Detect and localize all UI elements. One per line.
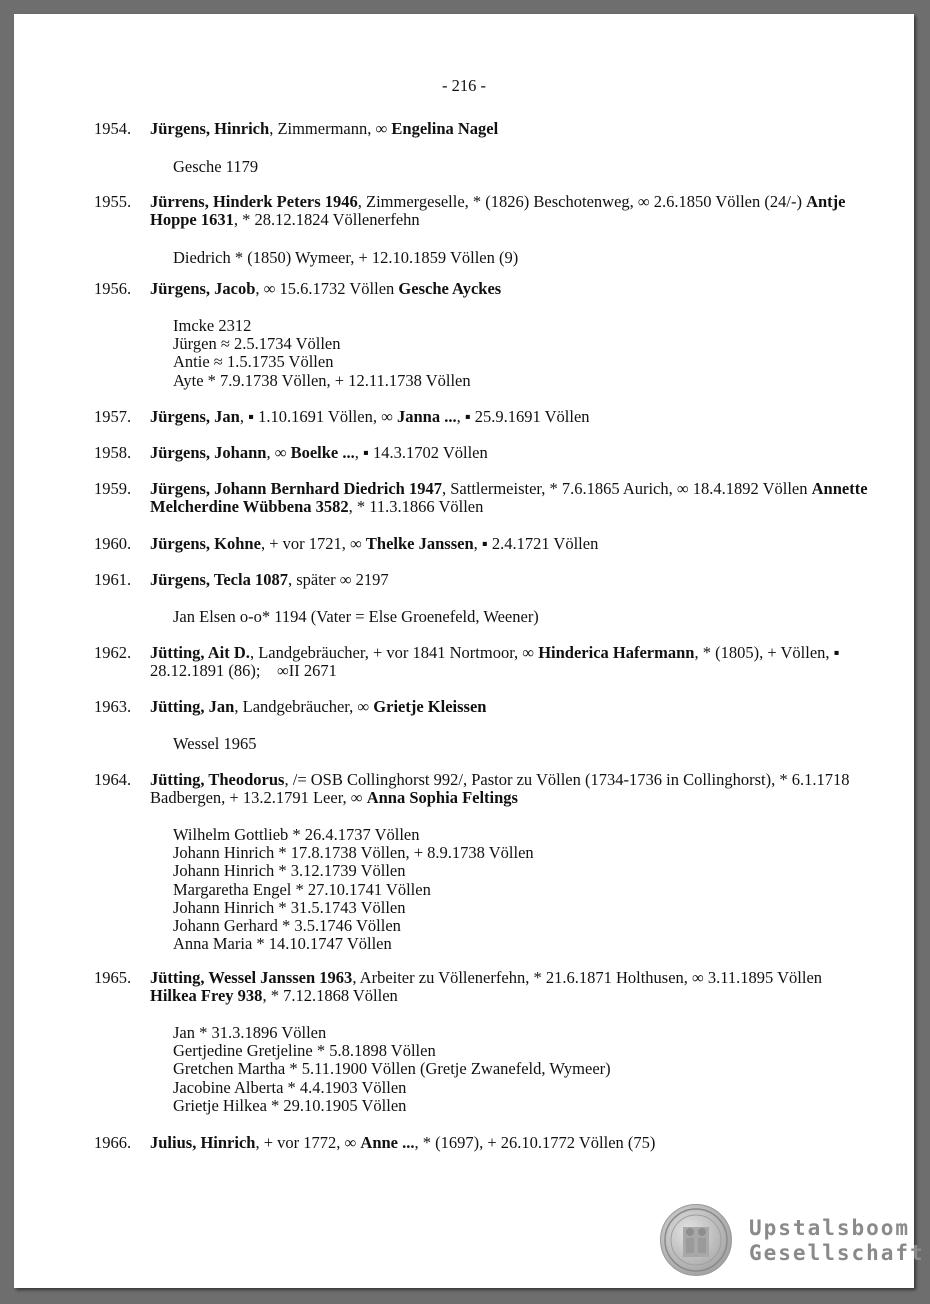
entry-number: 1965.	[94, 968, 132, 987]
child-item: Johann Hinrich * 17.8.1738 Völlen, + 8.9.1738 Völlen	[173, 843, 534, 863]
child-item: Wilhelm Gottlieb * 26.4.1737 Völlen	[173, 825, 420, 844]
entry-number: 1966.	[94, 1133, 132, 1152]
children-list	[173, 735, 853, 753]
entry-heading: Jütting, Theodorus, /= OSB Collinghorst 992/, Pastor zu Völlen (1734-1736 in Collinghorst), * 6.1.1718 Badbergen, + 13.2.1791 Leer, ∞ Anna Sophia Feltings	[150, 770, 850, 807]
entry-number: 1959.	[94, 479, 132, 498]
entry-number: 1958.	[94, 443, 132, 462]
brand-line-1: Upstalsboom	[749, 1216, 911, 1240]
child-item: Diedrich * (1850) Wymeer, + 12.10.1859 Völlen (9)	[173, 248, 519, 267]
document-page	[14, 14, 925, 1288]
child-item: Antie ≈ 1.5.1735 Völlen	[173, 352, 334, 372]
children-list	[173, 608, 853, 626]
entry-number: 1960.	[94, 534, 132, 553]
entry-number: 1963.	[94, 697, 132, 716]
child-item: Johann Hinrich * 3.12.1739 Völlen	[173, 861, 406, 881]
children-list	[173, 826, 853, 953]
entry-number: 1956.	[94, 279, 132, 298]
child-item: Anna Maria * 14.10.1747 Völlen	[173, 934, 392, 954]
entry-number: 1957.	[94, 407, 132, 426]
children-list	[173, 1024, 853, 1115]
child-item: Grietje Hilkea * 29.10.1905 Völlen	[173, 1095, 407, 1115]
entry-heading: Jütting, Wessel Janssen 1963, Arbeiter zu Völlenerfehn, * 21.6.1871 Holthusen, ∞ 3.11.1895 Völlen Hilkea Frey 938, * 7.12.1868 Völlen	[150, 968, 823, 1005]
entry-heading: Jürgens, Jan, ▪ 1.10.1691 Völlen, ∞ Janna ..., ▪ 25.9.1691 Völlen	[150, 407, 590, 426]
entry-heading: Jürgens, Johann Bernhard Diedrich 1947, Sattlermeister, * 7.6.1865 Aurich, ∞ 18.4.1892 Völlen Annette Melcherdine Wübbena 3582, * 11.3.1866 Völlen	[150, 479, 868, 516]
entry-heading: Jütting, Jan, Landgebräucher, ∞ Grietje Kleissen	[150, 697, 487, 716]
child-item: Ayte * 7.9.1738 Völlen, + 12.11.1738 Völlen	[173, 370, 471, 390]
entry-heading: Jürrens, Hinderk Peters 1946, Zimmergeselle, * (1826) Beschotenweg, ∞ 2.6.1850 Völlen (24/-) Antje Hoppe 1631, * 28.12.1824 Völlenerfehn	[150, 192, 846, 229]
child-item: Jacobine Alberta * 4.4.1903 Völlen	[173, 1077, 407, 1097]
page-number: - 216 -	[442, 76, 486, 95]
children-list	[173, 158, 853, 176]
entry-number: 1964.	[94, 770, 132, 789]
entry-heading: Julius, Hinrich, + vor 1772, ∞ Anne ..., * (1697), + 26.10.1772 Völlen (75)	[150, 1133, 656, 1152]
child-item: Gretchen Martha * 5.11.1900 Völlen (Gretje Zwanefeld, Wymeer)	[173, 1059, 611, 1079]
entry-heading: Jürgens, Kohne, + vor 1721, ∞ Thelke Janssen, ▪ 2.4.1721 Völlen	[150, 534, 599, 553]
entry-number: 1961.	[94, 570, 132, 589]
entry-heading: Jürgens, Tecla 1087, später ∞ 2197	[150, 570, 389, 589]
child-item: Johann Gerhard * 3.5.1746 Völlen	[173, 916, 401, 936]
child-item: Wessel 1965	[173, 734, 257, 753]
child-item: Gesche 1179	[173, 157, 259, 176]
entry-number: 1954.	[94, 119, 132, 138]
child-item: Jürgen ≈ 2.5.1734 Völlen	[173, 334, 341, 354]
entry-heading: Jürgens, Jacob, ∞ 15.6.1732 Völlen Gesche Ayckes	[150, 279, 502, 298]
child-item: Imcke 2312	[173, 316, 252, 335]
footer-brand	[749, 1216, 925, 1266]
children-list	[173, 249, 853, 267]
child-item: Jan Elsen o-o* 1194 (Vater = Else Groenefeld, Weener)	[173, 607, 539, 626]
entry-number: 1962.	[94, 643, 132, 662]
children-list	[173, 317, 853, 390]
entry-heading: Jürgens, Johann, ∞ Boelke ..., ▪ 14.3.1702 Völlen	[150, 443, 488, 462]
child-item: Gertjedine Gretjeline * 5.8.1898 Völlen	[173, 1041, 436, 1061]
child-item: Jan * 31.3.1896 Völlen	[173, 1023, 327, 1042]
entry-heading: Jürgens, Hinrich, Zimmermann, ∞ Engelina Nagel	[150, 119, 499, 138]
entry-heading: Jütting, Ait D., Landgebräucher, + vor 1841 Nortmoor, ∞ Hinderica Hafermann, * (1805), + Völlen, ▪ 28.12.1891 (86); ∞II 2671	[150, 643, 840, 680]
society-seal-logo	[660, 1204, 732, 1276]
child-item: Johann Hinrich * 31.5.1743 Völlen	[173, 897, 406, 917]
entry-number: 1955.	[94, 192, 132, 211]
brand-line-2: Gesellschaft	[749, 1241, 925, 1265]
child-item: Margaretha Engel * 27.10.1741 Völlen	[173, 879, 431, 899]
